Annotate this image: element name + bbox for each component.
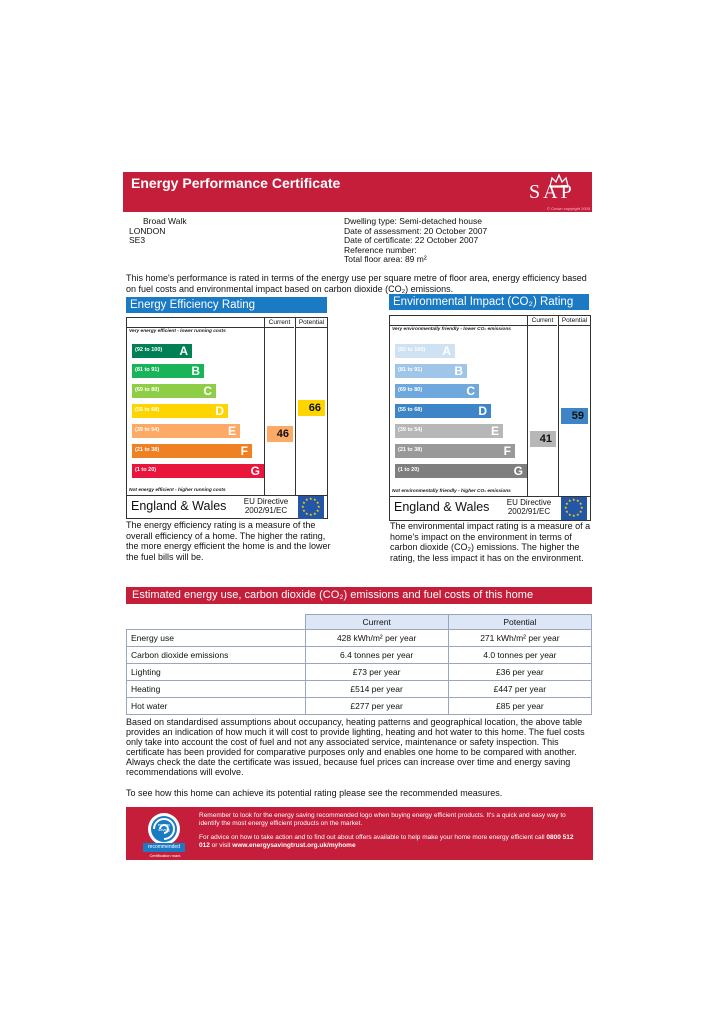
estimated-table bbox=[126, 614, 592, 715]
certificate-header bbox=[123, 172, 592, 212]
rating-band-f bbox=[395, 444, 515, 458]
efficiency-current-header: Current bbox=[264, 318, 294, 328]
band-letter: G bbox=[250, 464, 260, 478]
band-letter: G bbox=[513, 464, 523, 478]
logo-energy-saving: energy saving bbox=[157, 822, 171, 832]
band-letter: B bbox=[454, 364, 463, 378]
environment-region: England & Wales bbox=[394, 500, 490, 514]
rating-band-g bbox=[132, 464, 264, 478]
efficiency-chart bbox=[126, 317, 328, 519]
table-header-row bbox=[127, 615, 592, 630]
environment-bottom-note: Not environmentally friendly - higher CO₂ emissions bbox=[392, 489, 511, 494]
row-potential: 271 kWh/m² per year bbox=[448, 630, 591, 647]
eu-star: ★ bbox=[578, 501, 583, 506]
environment-current-value: 41 bbox=[539, 433, 552, 445]
banner-line2 bbox=[199, 834, 579, 850]
environment-title: Environmental Impact (CO₂) Rating bbox=[389, 294, 589, 310]
environment-chart bbox=[389, 315, 591, 521]
eu-star: ★ bbox=[315, 508, 320, 513]
efficiency-directive: EU Directive 2002/91/EC bbox=[243, 497, 289, 515]
efficiency-description: The energy efficiency rating is a measure of the overall efficiency of a home. The higher the rating, the more energy efficient the home is and the lower the fuel bills will be. bbox=[126, 520, 331, 562]
row-current: £73 per year bbox=[305, 664, 448, 681]
row-current: £514 per year bbox=[305, 681, 448, 698]
band-letter: B bbox=[191, 364, 200, 378]
row-potential: £36 per year bbox=[448, 664, 591, 681]
rating-band-e bbox=[132, 424, 240, 438]
band-letter: A bbox=[179, 344, 188, 358]
environment-potential-header: Potential bbox=[558, 316, 590, 326]
estimated-potential-header: Potential bbox=[448, 615, 591, 630]
band-letter: C bbox=[203, 384, 212, 398]
eu-star: ★ bbox=[309, 496, 313, 501]
row-label: Energy use bbox=[127, 630, 306, 647]
eu-star: ★ bbox=[315, 500, 320, 505]
row-potential: 4.0 tonnes per year bbox=[448, 647, 591, 664]
band-range: (21 to 38) bbox=[135, 447, 160, 453]
eu-star: ★ bbox=[302, 500, 306, 505]
rating-band-c bbox=[395, 384, 479, 398]
band-range: (69 to 80) bbox=[398, 387, 423, 393]
eu-star: ★ bbox=[301, 504, 305, 509]
certificate-date: Date of certificate: 22 October 2007 bbox=[344, 235, 479, 246]
rating-band-b bbox=[395, 364, 467, 378]
row-label: Hot water bbox=[127, 698, 306, 715]
band-letter: E bbox=[227, 424, 236, 438]
rating-band-e bbox=[395, 424, 503, 438]
environment-current-header: Current bbox=[527, 316, 557, 326]
table-row bbox=[127, 698, 592, 715]
efficiency-top-note: Very energy efficient - lower running costs bbox=[129, 329, 226, 334]
dwelling-type: Dwelling type: Semi-detached house bbox=[344, 216, 482, 226]
environment-top-note: Very environmentally friendly - lower CO₂ emissions bbox=[392, 327, 511, 332]
row-label: Heating bbox=[127, 681, 306, 698]
certificate-title: Energy Performance Certificate bbox=[131, 175, 341, 191]
estimated-note: Based on standardised assumptions about occupancy, heating patterns and geographical location, the above table provides an indication of how much it will cost to provide lighting, heating and hot water to this home. The fuel costs only take into account the cost of fuel and not any associated service, maintenance or safety inspection. This certificate has been provided for comparative purposes only and enables one home to be compared with another. Always check the date the certificate was issued, because fuel prices can increase over time and energy saving recommendations will evolve. bbox=[126, 717, 585, 777]
sap-logo bbox=[526, 174, 586, 210]
environment-potential-value: 59 bbox=[571, 410, 584, 422]
band-range: (1 to 20) bbox=[135, 467, 157, 473]
rating-band-a bbox=[395, 344, 455, 358]
row-current: £277 per year bbox=[305, 698, 448, 715]
efficiency-title: Energy Efficiency Rating bbox=[126, 297, 327, 313]
logo-recommended: recommended bbox=[148, 844, 180, 850]
band-range: (92 to 100) bbox=[135, 347, 163, 353]
eu-star: ★ bbox=[313, 510, 317, 516]
row-label: Carbon dioxide emissions bbox=[127, 647, 306, 664]
rating-band-b bbox=[132, 364, 204, 378]
band-letter: D bbox=[478, 404, 487, 418]
row-potential: £85 per year bbox=[448, 698, 591, 715]
rating-band-d bbox=[395, 404, 491, 418]
eu-star: ★ bbox=[565, 509, 569, 514]
band-range: (92 to 100) bbox=[398, 347, 426, 353]
intro-text: This home's performance is rated in terms of the energy use per square metre of floor area, energy efficiency based on fuel costs and environmental impact based on carbon dioxide (CO₂) emissions. bbox=[126, 273, 587, 294]
environment-directive: EU Directive 2002/91/EC bbox=[506, 498, 552, 516]
eu-star: ★ bbox=[578, 509, 583, 514]
address-line: LONDON bbox=[129, 225, 166, 236]
eu-star: ★ bbox=[572, 497, 576, 502]
see-measures-text: To see how this home can achieve its potential rating please see the recommended measures. bbox=[126, 788, 503, 798]
band-range: (21 to 38) bbox=[398, 447, 423, 453]
eu-star: ★ bbox=[580, 505, 584, 510]
eu-star: ★ bbox=[568, 498, 572, 504]
efficiency-bottom-note: Not energy efficient - higher running costs bbox=[129, 488, 226, 493]
efficiency-current-arrow bbox=[267, 426, 293, 442]
banner-line1: Remember to look for the energy saving recommended logo when buying energy efficient products. It's a quick and easy way to identify the most energy efficient products on the market. bbox=[199, 812, 566, 827]
band-letter: D bbox=[215, 404, 224, 418]
environment-description: The environmental impact rating is a measure of a home's impact on the environment in terms of carbon dioxide (CO₂) emissions. The higher the rating, the less impact it has on the environment. bbox=[390, 521, 591, 563]
table-row bbox=[127, 647, 592, 664]
band-letter: F bbox=[240, 444, 248, 458]
banner-advice: For advice on how to take action and to find out about offers available to help make your home more energy efficient call bbox=[199, 834, 545, 841]
table-row bbox=[127, 681, 592, 698]
band-range: (39 to 54) bbox=[398, 427, 423, 433]
address-line: SE3 bbox=[129, 235, 146, 246]
efficiency-potential-header: Potential bbox=[295, 318, 327, 328]
energy-saving-banner bbox=[126, 807, 593, 860]
estimated-title: Estimated energy use, carbon dioxide (CO₂) emissions and fuel costs of this home bbox=[126, 587, 592, 604]
eu-flag-icon bbox=[561, 497, 587, 520]
banner-phone[interactable]: 0800 512 012 bbox=[199, 834, 574, 849]
address-block bbox=[129, 217, 187, 246]
band-range: (39 to 54) bbox=[135, 427, 160, 433]
logo-caption: Certification mark bbox=[149, 853, 181, 858]
eu-star: ★ bbox=[564, 505, 568, 510]
crown-copyright: © Crown copyright 2005 bbox=[547, 206, 590, 211]
row-label: Lighting bbox=[127, 664, 306, 681]
environment-potential-arrow bbox=[561, 408, 588, 424]
band-range: (69 to 80) bbox=[135, 387, 160, 393]
rating-band-f bbox=[132, 444, 252, 458]
band-letter: C bbox=[466, 384, 475, 398]
eu-star: ★ bbox=[305, 497, 309, 503]
eu-star: ★ bbox=[317, 504, 321, 509]
energy-saving-recommended-logo bbox=[140, 810, 188, 858]
band-range: (55 to 68) bbox=[135, 407, 160, 413]
floor-area: Total floor area: 89 m² bbox=[344, 254, 427, 265]
eu-star: ★ bbox=[309, 512, 313, 517]
dwelling-details bbox=[344, 217, 487, 265]
reference-number: Reference number: bbox=[344, 244, 417, 255]
rating-band-c bbox=[132, 384, 216, 398]
efficiency-potential-arrow bbox=[298, 400, 325, 416]
band-range: (55 to 68) bbox=[398, 407, 423, 413]
band-range: (81 to 91) bbox=[398, 367, 423, 373]
efficiency-current-value: 46 bbox=[276, 428, 289, 440]
efficiency-region: England & Wales bbox=[131, 499, 227, 513]
table-row bbox=[127, 664, 592, 681]
banner-or-visit: or visit bbox=[211, 842, 231, 849]
address-line: Broad Walk bbox=[143, 216, 187, 226]
sap-letters: SAP bbox=[529, 181, 575, 203]
assessment-date: Date of assessment: 20 October 2007 bbox=[344, 225, 488, 236]
row-potential: £447 per year bbox=[448, 681, 591, 698]
eu-star: ★ bbox=[302, 508, 306, 513]
eu-flag-icon bbox=[298, 496, 324, 519]
band-letter: E bbox=[490, 424, 499, 438]
table-row bbox=[127, 630, 592, 647]
row-current: 428 kWh/m² per year bbox=[305, 630, 448, 647]
rating-band-g bbox=[395, 464, 527, 478]
band-letter: A bbox=[442, 344, 451, 358]
eu-star: ★ bbox=[568, 511, 572, 517]
eu-star: ★ bbox=[572, 513, 576, 518]
row-current: 6.4 tonnes per year bbox=[305, 647, 448, 664]
band-range: (1 to 20) bbox=[398, 467, 420, 473]
band-letter: F bbox=[503, 444, 511, 458]
eu-star: ★ bbox=[565, 501, 569, 506]
eu-star: ★ bbox=[576, 498, 580, 504]
band-range: (81 to 91) bbox=[135, 367, 160, 373]
energy-efficiency-panel bbox=[126, 297, 327, 313]
eu-star: ★ bbox=[313, 497, 317, 503]
banner-url-link[interactable]: www.energysavingtrust.org.uk/myhome bbox=[232, 842, 356, 849]
environmental-panel bbox=[389, 294, 589, 310]
rating-band-d bbox=[132, 404, 228, 418]
rating-band-a bbox=[132, 344, 192, 358]
eu-star: ★ bbox=[305, 510, 309, 516]
efficiency-potential-value: 66 bbox=[308, 402, 321, 414]
environment-current-arrow bbox=[530, 431, 556, 447]
eu-star: ★ bbox=[576, 511, 580, 517]
estimated-current-header: Current bbox=[305, 615, 448, 630]
banner-text bbox=[199, 812, 579, 850]
